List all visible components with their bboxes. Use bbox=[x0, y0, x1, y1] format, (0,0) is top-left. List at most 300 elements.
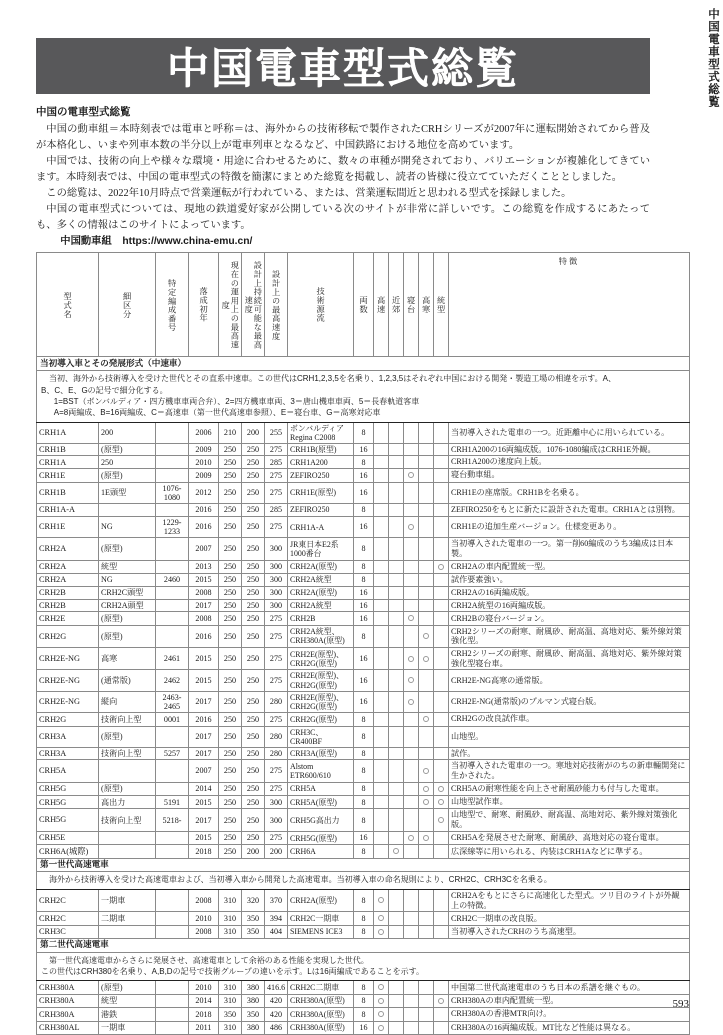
cell-feature: 山地型。 bbox=[449, 726, 690, 747]
cell-mark-highspeed bbox=[374, 670, 389, 691]
table-row bbox=[37, 912, 690, 925]
cell-current-max-speed: 310 bbox=[219, 925, 242, 938]
cell-sustained-max-speed: 250 bbox=[242, 760, 265, 782]
cell-mark-cold bbox=[419, 560, 434, 573]
cell-sustained-max-speed: 200 bbox=[242, 422, 265, 443]
cell-mark-sleeper bbox=[404, 443, 419, 456]
cell-serial-number bbox=[156, 831, 189, 844]
cell-mark-highspeed bbox=[374, 422, 389, 443]
cell-sustained-max-speed: 250 bbox=[242, 469, 265, 482]
cell-sustained-max-speed: 250 bbox=[242, 713, 265, 726]
column-header-label: 統型 bbox=[436, 296, 446, 314]
section-header-row bbox=[37, 357, 690, 371]
cell-design-max-speed: 300 bbox=[265, 809, 288, 831]
cell-serial-number: 2461 bbox=[156, 648, 189, 670]
cell-car-count: 16 bbox=[354, 599, 374, 612]
cell-serial-number bbox=[156, 538, 189, 560]
cell-sustained-max-speed: 250 bbox=[242, 574, 265, 587]
column-header-8 bbox=[354, 253, 374, 357]
cell-mark-cold bbox=[419, 469, 434, 482]
table-row bbox=[37, 586, 690, 599]
cell-type-name: CRH1B bbox=[37, 482, 99, 504]
cell-mark-highspeed bbox=[374, 809, 389, 831]
cell-design-max-speed: 300 bbox=[265, 599, 288, 612]
cell-mark-sleeper bbox=[404, 1021, 419, 1034]
cell-subcategory: NG bbox=[99, 574, 156, 587]
cell-subcategory: 統型 bbox=[99, 994, 156, 1007]
cell-first-year: 2014 bbox=[189, 782, 219, 795]
cell-design-max-speed: 486 bbox=[265, 1021, 288, 1034]
cell-mark-highspeed bbox=[374, 912, 389, 925]
cell-car-count: 16 bbox=[354, 670, 374, 691]
cell-design-max-speed: 394 bbox=[265, 912, 288, 925]
cell-tech-origin: CRH2C二期車 bbox=[288, 981, 354, 994]
cell-first-year: 2008 bbox=[189, 889, 219, 911]
cell-current-max-speed: 250 bbox=[219, 845, 242, 858]
cell-type-name: CRH2B bbox=[37, 599, 99, 612]
cell-type-name: CRH6A(城際) bbox=[37, 845, 99, 858]
train-type-table-wrap bbox=[36, 252, 689, 1035]
cell-mark-suburban bbox=[389, 925, 404, 938]
cell-tech-origin: CRH5G(原型) bbox=[288, 831, 354, 844]
cell-mark-unified bbox=[434, 422, 449, 443]
source-site-name: 中国動車組 bbox=[60, 235, 112, 247]
cell-feature: 当初導入された電車の一つ。第一削60編成のうち3編成は日本製。 bbox=[449, 538, 690, 560]
table-row bbox=[37, 625, 690, 647]
cell-tech-origin: SIEMENS ICE3 bbox=[288, 925, 354, 938]
source-site-url[interactable]: https://www.china-emu.cn/ bbox=[122, 235, 253, 247]
page-number: 593 bbox=[672, 998, 689, 1010]
cell-sustained-max-speed: 250 bbox=[242, 691, 265, 713]
intro-paragraph-3: この総覧は、2022年10月時点で営業運転が行われている、または、営業運転間近と思われる型式を採録しました。 bbox=[46, 188, 572, 200]
table-row bbox=[37, 422, 690, 443]
cell-tech-origin: CRH3A(原型) bbox=[288, 747, 354, 760]
cell-mark-suburban bbox=[389, 809, 404, 831]
cell-design-max-speed: 285 bbox=[265, 456, 288, 469]
cell-current-max-speed: 250 bbox=[219, 713, 242, 726]
cell-subcategory: (原型) bbox=[99, 782, 156, 795]
cell-mark-cold bbox=[419, 1008, 434, 1021]
cell-serial-number bbox=[156, 1021, 189, 1034]
cell-serial-number: 2463-2465 bbox=[156, 691, 189, 713]
cell-first-year: 2015 bbox=[189, 796, 219, 809]
cell-mark-unified bbox=[434, 469, 449, 482]
circle-marker-icon bbox=[378, 915, 384, 921]
cell-mark-unified bbox=[434, 648, 449, 670]
column-header-14 bbox=[449, 253, 690, 357]
table-row bbox=[37, 713, 690, 726]
cell-first-year: 2013 bbox=[189, 560, 219, 573]
cell-subcategory: 高寒 bbox=[99, 648, 156, 670]
cell-current-max-speed: 250 bbox=[219, 831, 242, 844]
cell-type-name: CRH5E bbox=[37, 831, 99, 844]
cell-tech-origin: JR東日本E2系 1000番台 bbox=[288, 538, 354, 560]
cell-subcategory: 港鉄 bbox=[99, 1008, 156, 1021]
cell-mark-cold bbox=[419, 516, 434, 538]
cell-tech-origin: CRH1B(原型) bbox=[288, 443, 354, 456]
cell-tech-origin: CRH2A統型 bbox=[288, 599, 354, 612]
cell-sustained-max-speed: 250 bbox=[242, 625, 265, 647]
cell-sustained-max-speed: 250 bbox=[242, 796, 265, 809]
cell-design-max-speed: 275 bbox=[265, 625, 288, 647]
cell-serial-number bbox=[156, 625, 189, 647]
cell-serial-number bbox=[156, 925, 189, 938]
cell-subcategory: (原型) bbox=[99, 726, 156, 747]
cell-subcategory: (通常版) bbox=[99, 670, 156, 691]
cell-mark-sleeper bbox=[404, 504, 419, 517]
cell-tech-origin: ZEFIRO250 bbox=[288, 469, 354, 482]
column-header-5 bbox=[242, 253, 265, 357]
cell-car-count: 16 bbox=[354, 516, 374, 538]
cell-first-year: 2017 bbox=[189, 726, 219, 747]
cell-feature: CRH2Aの車内配置統一型。 bbox=[449, 560, 690, 573]
section-header-row bbox=[37, 858, 690, 872]
cell-feature: CRH380Aの香港MTR向け。 bbox=[449, 1008, 690, 1021]
cell-mark-sleeper bbox=[404, 625, 419, 647]
cell-type-name: CRH1A bbox=[37, 422, 99, 443]
cell-serial-number bbox=[156, 456, 189, 469]
cell-feature: 当初導入されたCRHのうち高速型。 bbox=[449, 925, 690, 938]
cell-tech-origin: CRH5A bbox=[288, 782, 354, 795]
cell-feature: 広深線等に用いられる、内装はCRH1Aなどに準ずる。 bbox=[449, 845, 690, 858]
cell-tech-origin: CRH2E(原型)、 CRH2G(原型) bbox=[288, 648, 354, 670]
circle-marker-icon bbox=[378, 984, 384, 990]
table-row bbox=[37, 796, 690, 809]
cell-mark-highspeed bbox=[374, 1008, 389, 1021]
cell-subcategory: 1E頭型 bbox=[99, 482, 156, 504]
cell-mark-unified bbox=[434, 747, 449, 760]
cell-mark-cold bbox=[419, 538, 434, 560]
cell-mark-unified bbox=[434, 612, 449, 625]
circle-marker-icon bbox=[423, 656, 429, 662]
cell-design-max-speed: 300 bbox=[265, 574, 288, 587]
column-header-label: 技術源流 bbox=[316, 287, 326, 323]
intro-heading: 中国の電車型式総覧 bbox=[36, 106, 131, 118]
cell-first-year: 2016 bbox=[189, 516, 219, 538]
cell-serial-number bbox=[156, 994, 189, 1007]
cell-mark-sleeper bbox=[404, 538, 419, 560]
cell-sustained-max-speed: 380 bbox=[242, 994, 265, 1007]
table-row bbox=[37, 760, 690, 782]
cell-mark-sleeper bbox=[404, 670, 419, 691]
cell-serial-number bbox=[156, 599, 189, 612]
cell-subcategory: (原型) bbox=[99, 443, 156, 456]
cell-mark-sleeper bbox=[404, 1008, 419, 1021]
circle-marker-icon bbox=[378, 897, 384, 903]
cell-mark-highspeed bbox=[374, 482, 389, 504]
column-header-12 bbox=[419, 253, 434, 357]
cell-mark-highspeed bbox=[374, 516, 389, 538]
cell-current-max-speed: 250 bbox=[219, 504, 242, 517]
section-header-row bbox=[37, 938, 690, 952]
cell-type-name: CRH2E-NG bbox=[37, 648, 99, 670]
cell-tech-origin: CRH2A統型 bbox=[288, 574, 354, 587]
table-row bbox=[37, 889, 690, 911]
cell-mark-sleeper bbox=[404, 599, 419, 612]
cell-feature: 山地型で、耐寒、耐風砂、耐高温、高地対応、紫外線対策強化版。 bbox=[449, 809, 690, 831]
table-row bbox=[37, 831, 690, 844]
cell-design-max-speed: 300 bbox=[265, 538, 288, 560]
cell-mark-highspeed bbox=[374, 504, 389, 517]
cell-car-count: 8 bbox=[354, 1008, 374, 1021]
cell-mark-unified bbox=[434, 599, 449, 612]
cell-first-year: 2016 bbox=[189, 713, 219, 726]
cell-feature: CRH2シリーズの耐寒、耐風砂、耐高温、高地対応、紫外線対策強化型。 bbox=[449, 625, 690, 647]
cell-mark-highspeed bbox=[374, 560, 389, 573]
cell-first-year: 2012 bbox=[189, 482, 219, 504]
cell-design-max-speed: 420 bbox=[265, 1008, 288, 1021]
cell-mark-cold bbox=[419, 760, 434, 782]
cell-serial-number: 5191 bbox=[156, 796, 189, 809]
cell-car-count: 8 bbox=[354, 713, 374, 726]
cell-mark-highspeed bbox=[374, 612, 389, 625]
cell-subcategory bbox=[99, 831, 156, 844]
column-header-label: 近郊 bbox=[391, 296, 401, 314]
cell-mark-suburban bbox=[389, 612, 404, 625]
section-note-line: A=8両編成、B=16両編成、C＝高速車（第一世代高速車参照）、E＝寝台車、G＝高寒対応車 bbox=[53, 408, 381, 418]
cell-mark-cold bbox=[419, 612, 434, 625]
cell-first-year: 2007 bbox=[189, 760, 219, 782]
circle-marker-icon bbox=[408, 472, 414, 478]
cell-subcategory: (原型) bbox=[99, 612, 156, 625]
cell-subcategory: 技術向上型 bbox=[99, 713, 156, 726]
cell-subcategory bbox=[99, 925, 156, 938]
cell-tech-origin: CRH2C一期車 bbox=[288, 912, 354, 925]
section-note bbox=[37, 371, 690, 422]
cell-car-count: 8 bbox=[354, 760, 374, 782]
cell-feature: CRH1A200の速度向上版。 bbox=[449, 456, 690, 469]
cell-car-count: 16 bbox=[354, 1021, 374, 1034]
cell-serial-number bbox=[156, 782, 189, 795]
column-header-7 bbox=[288, 253, 354, 357]
cell-mark-suburban bbox=[389, 912, 404, 925]
intro-paragraph-4: 中国の電車型式については、現地の鉄道愛好家が公開している次のサイトが非常に詳しいです。この総覧を作成するにあたっても、多くの情報はこのサイトによっています。 bbox=[36, 204, 650, 231]
cell-first-year: 2015 bbox=[189, 648, 219, 670]
cell-current-max-speed: 250 bbox=[219, 625, 242, 647]
cell-subcategory: 一期車 bbox=[99, 889, 156, 911]
cell-mark-suburban bbox=[389, 1021, 404, 1034]
cell-mark-suburban bbox=[389, 782, 404, 795]
cell-feature: 山地型試作車。 bbox=[449, 796, 690, 809]
cell-tech-origin: CRH1E(原型) bbox=[288, 482, 354, 504]
cell-type-name: CRH380A bbox=[37, 1008, 99, 1021]
cell-feature: CRH2A統型の16両編成版。 bbox=[449, 599, 690, 612]
cell-current-max-speed: 250 bbox=[219, 456, 242, 469]
cell-mark-unified bbox=[434, 796, 449, 809]
cell-mark-sleeper bbox=[404, 516, 419, 538]
cell-sustained-max-speed: 250 bbox=[242, 538, 265, 560]
cell-type-name: CRH2E-NG bbox=[37, 691, 99, 713]
side-vertical-title: 中国電車型式総覧 bbox=[707, 8, 719, 108]
cell-mark-highspeed bbox=[374, 831, 389, 844]
cell-sustained-max-speed: 250 bbox=[242, 482, 265, 504]
cell-serial-number bbox=[156, 760, 189, 782]
cell-current-max-speed: 250 bbox=[219, 516, 242, 538]
cell-design-max-speed: 275 bbox=[265, 648, 288, 670]
cell-mark-suburban bbox=[389, 889, 404, 911]
cell-tech-origin: CRH2A統型、 CRH380A(原型) bbox=[288, 625, 354, 647]
cell-serial-number bbox=[156, 845, 189, 858]
cell-serial-number bbox=[156, 1008, 189, 1021]
cell-sustained-max-speed: 250 bbox=[242, 809, 265, 831]
cell-feature: CRH2Gの改良試作車。 bbox=[449, 713, 690, 726]
column-header-label: 両数 bbox=[359, 296, 369, 314]
cell-mark-unified bbox=[434, 809, 449, 831]
train-type-table bbox=[36, 252, 690, 1035]
source-site-line bbox=[36, 234, 650, 250]
cell-feature: CRH2Aをもとにさらに高速化した型式。ツリ目のライトが外観上の特徴。 bbox=[449, 889, 690, 911]
cell-mark-highspeed bbox=[374, 625, 389, 647]
cell-type-name: CRH2C bbox=[37, 889, 99, 911]
cell-mark-cold bbox=[419, 994, 434, 1007]
cell-sustained-max-speed: 250 bbox=[242, 831, 265, 844]
cell-mark-suburban bbox=[389, 994, 404, 1007]
cell-feature: CRH1A200の16両編成版。1076-1080編成はCRH1E外観。 bbox=[449, 443, 690, 456]
cell-current-max-speed: 310 bbox=[219, 994, 242, 1007]
cell-mark-unified bbox=[434, 726, 449, 747]
cell-first-year: 2017 bbox=[189, 747, 219, 760]
table-row bbox=[37, 516, 690, 538]
column-header-label: 設計上持続可能な最高速度 bbox=[244, 261, 263, 349]
table-row bbox=[37, 691, 690, 713]
cell-subcategory: 統型 bbox=[99, 560, 156, 573]
cell-type-name: CRH2G bbox=[37, 625, 99, 647]
cell-serial-number bbox=[156, 726, 189, 747]
cell-type-name: CRH5G bbox=[37, 782, 99, 795]
cell-car-count: 16 bbox=[354, 691, 374, 713]
cell-design-max-speed: 300 bbox=[265, 586, 288, 599]
cell-mark-highspeed bbox=[374, 747, 389, 760]
intro-block bbox=[36, 104, 650, 250]
cell-tech-origin: CRH1A-A bbox=[288, 516, 354, 538]
cell-serial-number: 5218- bbox=[156, 809, 189, 831]
section-title: 第一世代高速電車 bbox=[37, 858, 690, 872]
cell-mark-unified bbox=[434, 981, 449, 994]
cell-first-year: 2008 bbox=[189, 586, 219, 599]
cell-first-year: 2018 bbox=[189, 845, 219, 858]
cell-sustained-max-speed: 250 bbox=[242, 612, 265, 625]
cell-mark-unified bbox=[434, 516, 449, 538]
cell-current-max-speed: 250 bbox=[219, 574, 242, 587]
cell-subcategory: 縦向 bbox=[99, 691, 156, 713]
column-header-label: 細区分 bbox=[122, 291, 132, 319]
column-header-label: 設計上の最高速度 bbox=[271, 269, 281, 341]
section-title: 当初導入車とその発展形式（中速車） bbox=[37, 357, 690, 371]
cell-sustained-max-speed: 250 bbox=[242, 516, 265, 538]
cell-feature: 寝台動車組。 bbox=[449, 469, 690, 482]
cell-mark-suburban bbox=[389, 713, 404, 726]
circle-marker-icon bbox=[423, 786, 429, 792]
cell-mark-highspeed bbox=[374, 574, 389, 587]
cell-serial-number: 1229-1233 bbox=[156, 516, 189, 538]
cell-design-max-speed: 275 bbox=[265, 831, 288, 844]
cell-current-max-speed: 250 bbox=[219, 612, 242, 625]
cell-type-name: CRH3C bbox=[37, 925, 99, 938]
cell-tech-origin: CRH2A(原型) bbox=[288, 560, 354, 573]
cell-current-max-speed: 250 bbox=[219, 726, 242, 747]
cell-mark-suburban bbox=[389, 625, 404, 647]
cell-car-count: 8 bbox=[354, 538, 374, 560]
cell-feature: CRH5Aを発展させた耐寒、耐風砂、高地対応の寝台電車。 bbox=[449, 831, 690, 844]
section-note-line: 海外から技術導入を受けた高速電車および、当初導入車から開発した高速電車。当初導入車の命名規則により、CRH2C、CRH3Cを名乗る。 bbox=[49, 875, 552, 885]
cell-sustained-max-speed: 250 bbox=[242, 782, 265, 795]
cell-mark-sleeper bbox=[404, 482, 419, 504]
cell-design-max-speed: 280 bbox=[265, 747, 288, 760]
cell-design-max-speed: 300 bbox=[265, 560, 288, 573]
cell-design-max-speed: 275 bbox=[265, 760, 288, 782]
cell-car-count: 8 bbox=[354, 625, 374, 647]
cell-first-year: 2016 bbox=[189, 504, 219, 517]
cell-feature: 試作。 bbox=[449, 747, 690, 760]
intro-paragraph-2: 中国では、技術の向上や様々な環境・用途に合わせるために、数々の車種が開発されており、バリエーションが複雑化してきています。本時刻表では、中国の電車型式の特徴を簡潔にまとめた総覧を掲載し、読者の皆様に役立てていただくこととしました。 bbox=[36, 156, 650, 184]
table-row bbox=[37, 443, 690, 456]
cell-mark-highspeed bbox=[374, 586, 389, 599]
section-note-line: 第一世代高速電車からさらに発展させ、高速電車として余裕のある性能を実現した世代。 bbox=[49, 955, 369, 965]
cell-sustained-max-speed: 250 bbox=[242, 560, 265, 573]
cell-feature: CRH380Aの車内配置統一型。 bbox=[449, 994, 690, 1007]
cell-tech-origin: CRH2E(原型)、 CRH2G(原型) bbox=[288, 691, 354, 713]
cell-mark-sleeper bbox=[404, 912, 419, 925]
cell-design-max-speed: 275 bbox=[265, 713, 288, 726]
section-note-line: この世代はCRH380を名乗り、A,B,Dの記号で技術グループの違いを示す。Lは16両編成であることを示す。 bbox=[41, 967, 424, 977]
cell-subcategory: 技術向上型 bbox=[99, 747, 156, 760]
cell-mark-sleeper bbox=[404, 574, 419, 587]
cell-type-name: CRH2C bbox=[37, 912, 99, 925]
cell-design-max-speed: 275 bbox=[265, 516, 288, 538]
cell-first-year: 2015 bbox=[189, 831, 219, 844]
cell-current-max-speed: 250 bbox=[219, 469, 242, 482]
cell-mark-cold bbox=[419, 845, 434, 858]
table-row bbox=[37, 469, 690, 482]
cell-type-name: CRH5G bbox=[37, 796, 99, 809]
cell-mark-cold bbox=[419, 747, 434, 760]
column-header-label: 特徴 bbox=[558, 257, 580, 266]
table-row bbox=[37, 648, 690, 670]
cell-first-year: 2011 bbox=[189, 1021, 219, 1034]
cell-design-max-speed: 275 bbox=[265, 469, 288, 482]
cell-mark-highspeed bbox=[374, 782, 389, 795]
cell-mark-highspeed bbox=[374, 760, 389, 782]
cell-first-year: 2008 bbox=[189, 925, 219, 938]
cell-mark-highspeed bbox=[374, 691, 389, 713]
column-header-label: 高寒 bbox=[421, 296, 431, 314]
cell-mark-cold bbox=[419, 574, 434, 587]
cell-feature: 当初導入された電車の一つ。寒地対応技術がのちの新車輛開発に生かされた。 bbox=[449, 760, 690, 782]
cell-feature: CRH1Eの追加生産バージョン。仕様変更あり。 bbox=[449, 516, 690, 538]
cell-first-year: 2018 bbox=[189, 1008, 219, 1021]
cell-car-count: 16 bbox=[354, 482, 374, 504]
cell-mark-highspeed bbox=[374, 726, 389, 747]
cell-feature: 試作要素強い。 bbox=[449, 574, 690, 587]
cell-first-year: 2010 bbox=[189, 981, 219, 994]
cell-mark-suburban bbox=[389, 726, 404, 747]
cell-sustained-max-speed: 350 bbox=[242, 925, 265, 938]
cell-mark-sleeper bbox=[404, 648, 419, 670]
cell-type-name: CRH1A bbox=[37, 456, 99, 469]
cell-mark-unified bbox=[434, 586, 449, 599]
cell-mark-suburban bbox=[389, 845, 404, 858]
circle-marker-icon bbox=[378, 998, 384, 1004]
section-note-line: B、C、E、Gの記号で細分化する。 bbox=[41, 385, 168, 395]
cell-mark-unified bbox=[434, 889, 449, 911]
column-header-label: 落成初年 bbox=[199, 287, 209, 323]
cell-type-name: CRH5G bbox=[37, 809, 99, 831]
cell-subcategory: 200 bbox=[99, 422, 156, 443]
cell-mark-suburban bbox=[389, 422, 404, 443]
cell-mark-suburban bbox=[389, 516, 404, 538]
cell-current-max-speed: 310 bbox=[219, 981, 242, 994]
cell-feature: CRH2Aの16両編成版。 bbox=[449, 586, 690, 599]
